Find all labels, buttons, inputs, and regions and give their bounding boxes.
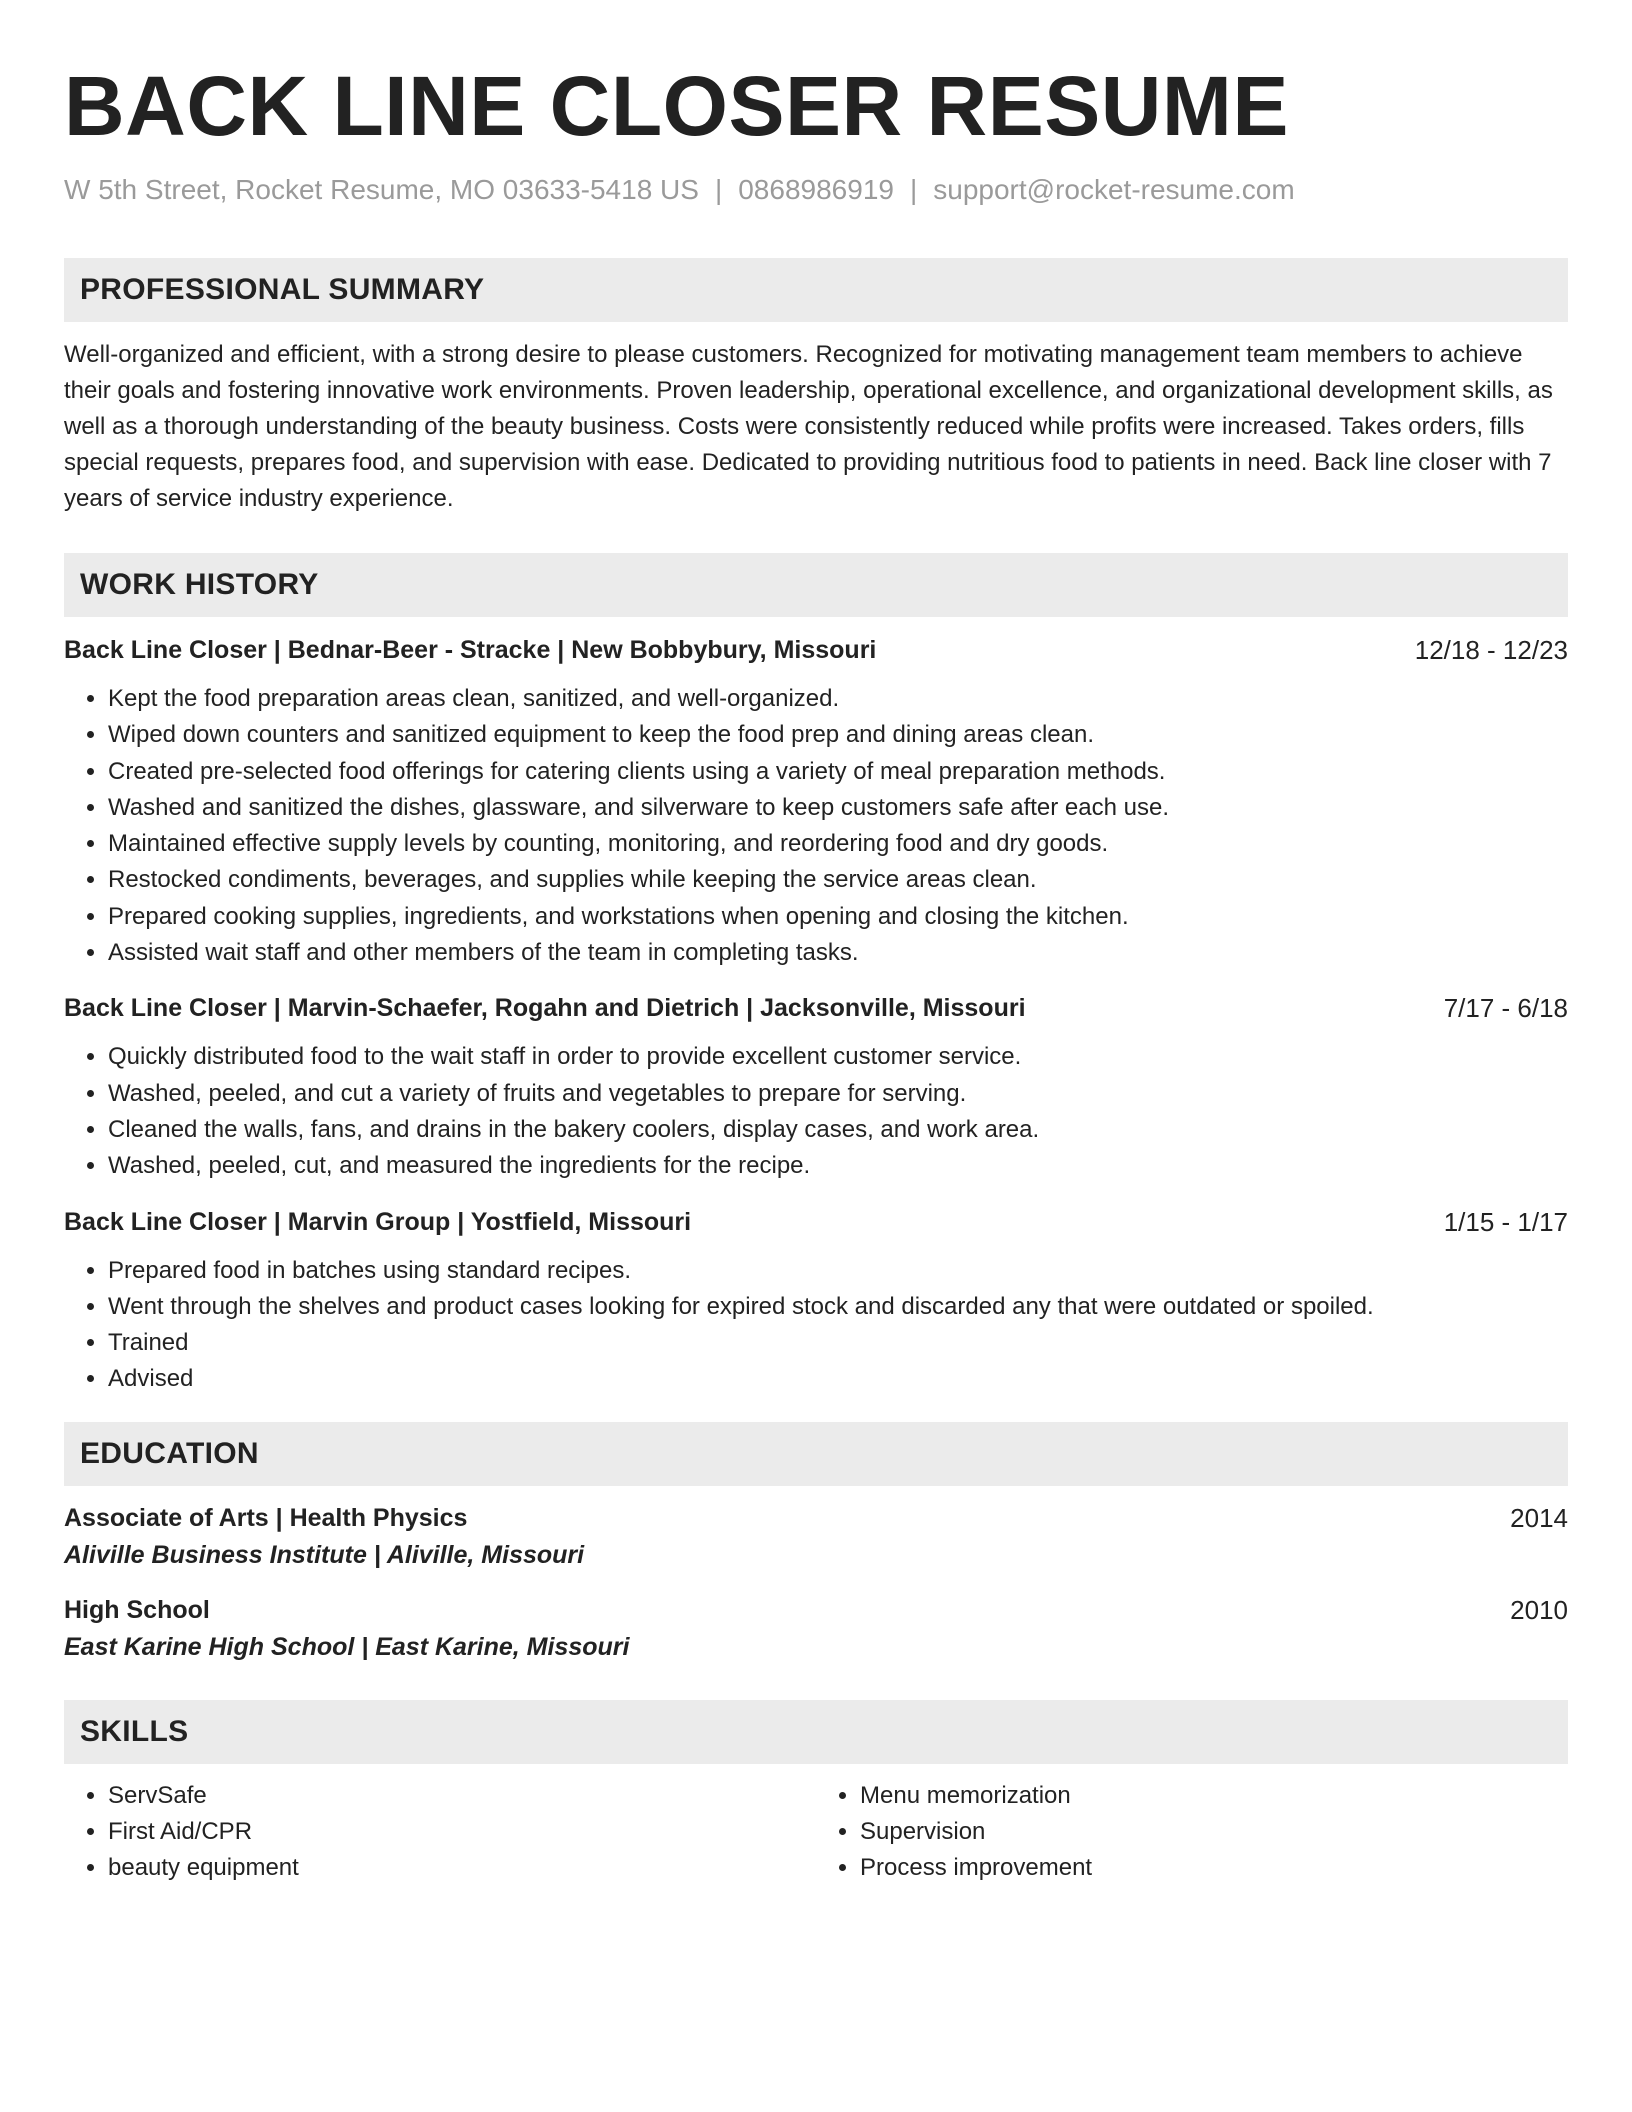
skills-column-right [816,1778,1568,1886]
skill-item: • ServSafe [108,1778,816,1814]
job-duty: • Maintained effective supply levels by counting, monitoring, and reordering food and dry goods. [108,826,1568,862]
education-header [64,1500,1568,1536]
job-duty: • Washed, peeled, cut, and measured the ingredients for the recipe. [108,1148,1568,1184]
job-title: Back Line Closer | Marvin Group | Yostfield, Missouri [64,1207,692,1236]
summary-text: Well-organized and efficient, with a strong desire to please customers. Recognized for motivating management team members to achieve their goals and fostering innovative work environments. Proven leadership, operational excellence, and organizational development skills, as well as a thorough understanding of the beauty business. Costs were consistently reduced while profits were increased. Takes orders, fills special requests, prepares food, and supervision with ease. Dedicated to providing nutritious food to patients in need. Back line closer with 7 years of service industry experience. [64,341,1553,512]
contact-email: support@rocket-resume.com [933,174,1295,205]
job-entry [64,633,1568,971]
contact-separator: | [714,174,723,205]
education-entry [64,1592,1568,1666]
skill-item: • First Aid/CPR [108,1814,816,1850]
skill-item: • beauty equipment [108,1850,816,1886]
job-dates: 1/15 - 1/17 [1443,1206,1568,1237]
summary-heading: PROFESSIONAL SUMMARY [64,258,1568,322]
education-degree: Associate of Arts | Health Physics [64,1503,468,1532]
job-title: Back Line Closer | Marvin-Schaefer, Rogahn and Dietrich | Jacksonville, Missouri [64,994,1026,1023]
job-dates: 12/18 - 12/23 [1414,635,1568,665]
skills-column-left [64,1778,816,1886]
education-degree: High School [64,1595,210,1624]
job-dates: 7/17 - 6/18 [1443,993,1568,1024]
job-duty: • Washed and sanitized the dishes, glassware, and silverware to keep customers safe after each use. [108,790,1568,826]
contact-line [64,174,1568,206]
job-entry [64,1205,1568,1398]
work-history-heading: WORK HISTORY [64,553,1568,617]
job-duty: • Trained [108,1325,1568,1361]
job-duty: • Created pre-selected food offerings for catering clients using a variety of meal preparation methods. [108,754,1568,790]
skills-list [64,1778,1568,1886]
job-title: Back Line Closer | Bednar-Beer - Stracke | New Bobbybury, Missouri [64,636,877,664]
job-duty: • Advised [108,1361,1568,1397]
job-entry [64,991,1568,1184]
job-header [64,633,1568,667]
job-duties [64,681,1568,971]
education-header [64,1592,1568,1628]
job-duty: • Wiped down counters and sanitized equipment to keep the food prep and dining areas clean. [108,717,1568,753]
job-duty: • Washed, peeled, and cut a variety of fruits and vegetables to prepare for serving. [108,1076,1568,1112]
job-duty: • Kept the food preparation areas clean, sanitized, and well-organized. [108,681,1568,717]
education-year: 2010 [1510,1594,1568,1625]
job-duty: • Quickly distributed food to the wait staff in order to provide excellent customer service. [108,1039,1568,1075]
job-duty: • Prepared cooking supplies, ingredients, and workstations when opening and closing the kitchen. [108,899,1568,935]
job-duty: • Went through the shelves and product cases looking for expired stock and discarded any that were outdated or spoiled. [108,1289,1568,1325]
education-school: East Karine High School | East Karine, Missouri [64,1632,630,1661]
skill-item: • Menu memorization [860,1778,1568,1814]
contact-phone: 0868986919 [738,174,894,205]
job-header [64,991,1568,1025]
contact-address: W 5th Street, Rocket Resume, MO 03633-5418 US [64,174,699,205]
contact-separator: | [909,174,918,205]
skill-item: • Supervision [860,1814,1568,1850]
skill-item: • Process improvement [860,1850,1568,1886]
job-duty: • Assisted wait staff and other members of the team in completing tasks. [108,935,1568,971]
job-duty: • Restocked condiments, beverages, and supplies while keeping the service areas clean. [108,862,1568,898]
job-duties [64,1039,1568,1184]
education-entry [64,1500,1568,1574]
education-school: Aliville Business Institute | Aliville, Missouri [64,1540,585,1569]
job-duty: • Cleaned the walls, fans, and drains in the bakery coolers, display cases, and work area. [108,1112,1568,1148]
skills-heading: SKILLS [64,1700,1568,1764]
job-duties [64,1253,1568,1398]
job-header [64,1205,1568,1239]
job-duty: • Prepared food in batches using standard recipes. [108,1253,1568,1289]
education-heading: EDUCATION [64,1422,1568,1486]
education-year: 2014 [1510,1502,1568,1533]
resume-title: BACK LINE CLOSER RESUME [64,59,1289,153]
